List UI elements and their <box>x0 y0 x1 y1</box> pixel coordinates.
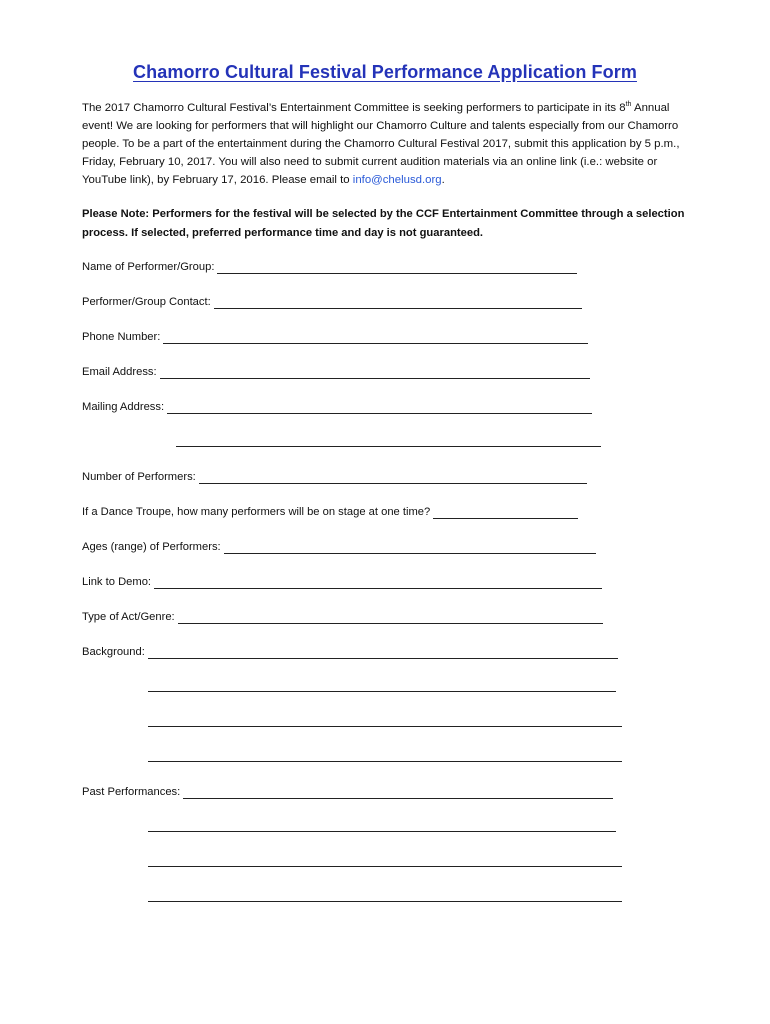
mailing-input-line[interactable] <box>167 402 592 414</box>
background-input-line-4[interactable] <box>148 761 622 762</box>
past-performances-input-line-4[interactable] <box>148 901 622 902</box>
past-performances-label: Past Performances: <box>82 786 181 798</box>
phone-input-line[interactable] <box>163 332 588 344</box>
background-field-row <box>82 645 618 659</box>
background-input-line[interactable] <box>148 647 618 659</box>
dance-troupe-input-line[interactable] <box>433 507 578 519</box>
act-type-input-line[interactable] <box>178 612 603 624</box>
num-performers-input-line[interactable] <box>199 472 587 484</box>
act-type-label: Type of Act/Genre: <box>82 611 175 623</box>
contact-field-row <box>82 295 582 309</box>
num-performers-field-row <box>82 470 587 484</box>
num-performers-label: Number of Performers: <box>82 471 196 483</box>
demo-label: Link to Demo: <box>82 576 152 588</box>
dance-troupe-field-row <box>82 505 578 519</box>
ages-label: Ages (range) of Performers: <box>82 541 221 553</box>
email-input-line[interactable] <box>160 367 590 379</box>
intro-paragraph <box>82 99 692 189</box>
intro-text-3: . <box>441 174 445 186</box>
past-performances-input-line-2[interactable] <box>148 831 616 832</box>
intro-text-1: The 2017 Chamorro Cultural Festival’s Entertainment Committee is seeking performers to participate in its 8 <box>82 102 626 114</box>
background-label: Background: <box>82 646 145 658</box>
ages-input-line[interactable] <box>224 542 596 554</box>
name-input-line[interactable] <box>217 262 577 274</box>
form-title: Chamorro Cultural Festival Performance Application Form <box>133 62 637 82</box>
email-label: Email Address: <box>82 366 157 378</box>
name-field-row <box>82 260 577 274</box>
mailing-field-row <box>82 400 592 414</box>
intro-superscript: th <box>625 101 632 108</box>
contact-label: Performer/Group Contact: <box>82 296 211 308</box>
phone-label: Phone Number: <box>82 331 161 343</box>
mailing-label: Mailing Address: <box>82 401 165 413</box>
intro-text-2: Annual event! We are looking for performers that will highlight our Chamorro Culture and talents especially from our Chamorro people. To be a part of the entertainment during the Chamorro Cultural Festival 2017, submit this application by 5 p.m., Friday, February 10, 2017. You will also need to submit current audition materials via an online link (i.e.: website or YouTube link), by February 17, 2016. Please email to <box>82 102 680 186</box>
contact-input-line[interactable] <box>214 297 582 309</box>
mailing-input-line-2[interactable] <box>176 446 601 447</box>
name-label: Name of Performer/Group: <box>82 261 215 273</box>
demo-input-line[interactable] <box>154 577 602 589</box>
demo-field-row <box>82 575 602 589</box>
past-performances-input-line-3[interactable] <box>148 866 622 867</box>
selection-note: Please Note: Performers for the festival will be selected by the CCF Entertainment Committee through a selection process. If selected, preferred performance time and day is not guaranteed. <box>82 208 685 239</box>
ages-field-row <box>82 540 596 554</box>
background-input-line-3[interactable] <box>148 726 622 727</box>
past-performances-input-line[interactable] <box>183 787 613 799</box>
email-link[interactable]: info@chelusd.org <box>352 174 442 186</box>
phone-field-row <box>82 330 588 344</box>
email-field-row <box>82 365 590 379</box>
past-performances-field-row <box>82 785 613 799</box>
act-type-field-row <box>82 610 603 624</box>
background-input-line-2[interactable] <box>148 691 616 692</box>
dance-troupe-label: If a Dance Troupe, how many performers will be on stage at one time? <box>82 506 431 518</box>
